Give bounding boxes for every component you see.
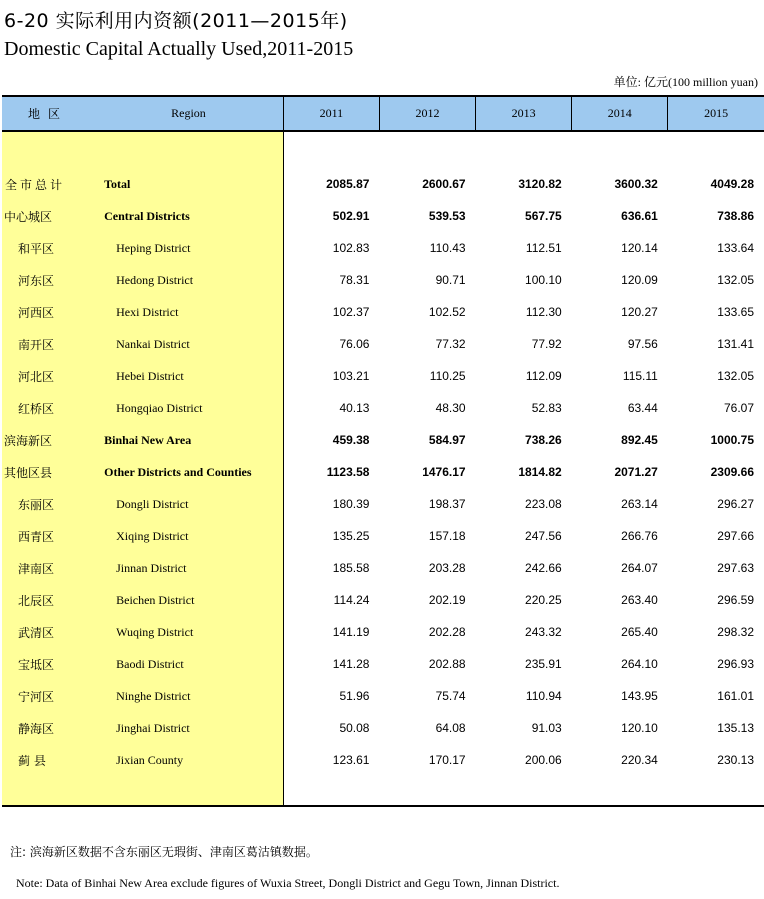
value-cell: 584.97 bbox=[428, 433, 466, 447]
region-name-en: Hexi District bbox=[94, 296, 283, 328]
spacer-cell bbox=[379, 776, 475, 806]
value-cell: 636.61 bbox=[621, 209, 658, 223]
region-name-cn: 中心城区 bbox=[2, 200, 94, 232]
value-cell: 459.38 bbox=[332, 433, 370, 447]
value-cell: 103.21 bbox=[332, 369, 370, 383]
value-cell: 112.09 bbox=[525, 369, 562, 383]
region-name-cn: 全市总计 bbox=[2, 168, 94, 200]
value-cell: 266.76 bbox=[621, 529, 658, 543]
value-cell: 264.07 bbox=[621, 561, 658, 575]
table-row bbox=[2, 648, 764, 680]
value-cell: 120.10 bbox=[621, 721, 658, 735]
value-cell: 157.18 bbox=[428, 529, 466, 543]
value-cell: 230.13 bbox=[717, 753, 754, 767]
value-cell: 75.74 bbox=[435, 689, 466, 703]
value-cell: 1000.75 bbox=[710, 433, 754, 447]
value-cell: 114.24 bbox=[333, 593, 370, 607]
value-cell: 132.05 bbox=[717, 369, 754, 383]
header-year: 2011 bbox=[283, 96, 379, 131]
value-cell: 143.95 bbox=[621, 689, 658, 703]
header-year: 2014 bbox=[572, 96, 668, 131]
value-cell: 296.93 bbox=[717, 657, 754, 671]
table-row bbox=[2, 392, 764, 424]
value-cell: 102.37 bbox=[332, 305, 370, 319]
value-cell: 141.19 bbox=[332, 625, 370, 639]
region-name-en: Hedong District bbox=[94, 264, 283, 296]
value-cell: 102.83 bbox=[332, 241, 370, 255]
region-name-en: Baodi District bbox=[94, 648, 283, 680]
table-row bbox=[2, 744, 764, 776]
value-cell: 263.14 bbox=[621, 497, 658, 511]
region-name-cn: 南开区 bbox=[2, 328, 94, 360]
value-cell: 4049.28 bbox=[710, 177, 754, 191]
table-row bbox=[2, 680, 764, 712]
table-body bbox=[2, 131, 764, 806]
value-cell: 2309.66 bbox=[710, 465, 754, 479]
table-title-en: Domestic Capital Actually Used,2011-2015 bbox=[4, 38, 354, 60]
spacer-cell bbox=[572, 131, 668, 168]
value-cell: 185.58 bbox=[332, 561, 370, 575]
value-cell: 63.44 bbox=[627, 401, 658, 415]
table-row bbox=[2, 168, 764, 200]
region-name-en: Ninghe District bbox=[94, 680, 283, 712]
value-cell: 76.07 bbox=[723, 401, 754, 415]
header-region-en: Region bbox=[94, 96, 283, 131]
value-cell: 50.08 bbox=[339, 721, 370, 735]
table-row bbox=[2, 456, 764, 488]
value-cell: 120.09 bbox=[621, 273, 658, 287]
table-row bbox=[2, 424, 764, 456]
region-name-en: Other Districts and Counties bbox=[94, 456, 283, 488]
value-cell: 78.31 bbox=[339, 273, 370, 287]
footnote-cn: 注: 滨海新区数据不含东丽区无瑕街、津南区葛沽镇数据。 bbox=[10, 845, 318, 859]
value-cell: 97.56 bbox=[627, 337, 658, 351]
value-cell: 235.91 bbox=[525, 657, 562, 671]
value-cell: 76.06 bbox=[339, 337, 370, 351]
region-name-en: Xiqing District bbox=[94, 520, 283, 552]
region-name-en: Dongli District bbox=[94, 488, 283, 520]
spacer-cell bbox=[283, 131, 379, 168]
region-name-cn: 河西区 bbox=[2, 296, 94, 328]
value-cell: 112.51 bbox=[525, 241, 562, 255]
value-cell: 135.13 bbox=[717, 721, 754, 735]
value-cell: 141.28 bbox=[332, 657, 370, 671]
value-cell: 115.11 bbox=[622, 369, 658, 383]
value-cell: 132.05 bbox=[717, 273, 754, 287]
value-cell: 51.96 bbox=[339, 689, 370, 703]
spacer-cell bbox=[94, 131, 283, 168]
region-name-cn: 宝坻区 bbox=[2, 648, 94, 680]
region-name-cn: 津南区 bbox=[2, 552, 94, 584]
region-name-cn: 东丽区 bbox=[2, 488, 94, 520]
spacer-row bbox=[2, 776, 764, 806]
value-cell: 502.91 bbox=[332, 209, 370, 223]
spacer-cell bbox=[476, 131, 572, 168]
region-name-cn: 北辰区 bbox=[2, 584, 94, 616]
table-row bbox=[2, 616, 764, 648]
data-table bbox=[2, 95, 764, 807]
value-cell: 200.06 bbox=[525, 753, 562, 767]
region-name-cn: 西青区 bbox=[2, 520, 94, 552]
value-cell: 296.27 bbox=[717, 497, 754, 511]
value-cell: 242.66 bbox=[525, 561, 562, 575]
value-cell: 110.25 bbox=[429, 369, 466, 383]
region-name-cn: 河北区 bbox=[2, 360, 94, 392]
region-name-en: Hebei District bbox=[94, 360, 283, 392]
value-cell: 738.26 bbox=[525, 433, 562, 447]
value-cell: 64.08 bbox=[435, 721, 466, 735]
value-cell: 539.53 bbox=[428, 209, 466, 223]
value-cell: 77.32 bbox=[435, 337, 466, 351]
value-cell: 77.92 bbox=[531, 337, 562, 351]
header-year: 2013 bbox=[476, 96, 572, 131]
value-cell: 102.52 bbox=[428, 305, 466, 319]
value-cell: 223.08 bbox=[525, 497, 562, 511]
region-name-cn: 武清区 bbox=[2, 616, 94, 648]
value-cell: 91.03 bbox=[531, 721, 562, 735]
region-name-en: Central Districts bbox=[94, 200, 283, 232]
spacer-cell bbox=[2, 131, 94, 168]
region-name-cn: 河东区 bbox=[2, 264, 94, 296]
value-cell: 2071.27 bbox=[614, 465, 658, 479]
value-cell: 247.56 bbox=[525, 529, 562, 543]
value-cell: 220.25 bbox=[525, 593, 562, 607]
spacer-cell bbox=[572, 776, 668, 806]
table-row bbox=[2, 584, 764, 616]
value-cell: 198.37 bbox=[428, 497, 466, 511]
table-row bbox=[2, 712, 764, 744]
value-cell: 202.88 bbox=[428, 657, 466, 671]
value-cell: 90.71 bbox=[435, 273, 466, 287]
region-name-cn: 宁河区 bbox=[2, 680, 94, 712]
value-cell: 1123.58 bbox=[326, 465, 370, 479]
table-title-cn: 6-20 实际利用内资额(2011—2015年) bbox=[4, 10, 348, 32]
value-cell: 2085.87 bbox=[326, 177, 370, 191]
value-cell: 180.39 bbox=[332, 497, 370, 511]
unit-label: 单位: 亿元(100 million yuan) bbox=[613, 75, 758, 89]
table-row bbox=[2, 296, 764, 328]
region-name-cn: 静海区 bbox=[2, 712, 94, 744]
spacer-cell bbox=[668, 131, 764, 168]
spacer-cell bbox=[94, 776, 283, 806]
value-cell: 110.43 bbox=[429, 241, 466, 255]
value-cell: 133.65 bbox=[717, 305, 754, 319]
value-cell: 110.94 bbox=[525, 689, 562, 703]
region-name-cn: 和平区 bbox=[2, 232, 94, 264]
table-row bbox=[2, 488, 764, 520]
value-cell: 1814.82 bbox=[518, 465, 562, 479]
value-cell: 100.10 bbox=[525, 273, 562, 287]
spacer-cell bbox=[2, 776, 94, 806]
value-cell: 297.66 bbox=[717, 529, 754, 543]
spacer-cell bbox=[283, 776, 379, 806]
value-cell: 123.61 bbox=[332, 753, 370, 767]
region-name-en: Nankai District bbox=[94, 328, 283, 360]
table-row bbox=[2, 200, 764, 232]
table-row bbox=[2, 552, 764, 584]
value-cell: 3600.32 bbox=[614, 177, 658, 191]
table-row bbox=[2, 520, 764, 552]
region-name-en: Heping District bbox=[94, 232, 283, 264]
value-cell: 297.63 bbox=[717, 561, 754, 575]
region-name-en: Hongqiao District bbox=[94, 392, 283, 424]
spacer-cell bbox=[379, 131, 475, 168]
footnote-en: Note: Data of Binhai New Area exclude figures of Wuxia Street, Dongli District and Gegu Town, Jinnan District. bbox=[16, 876, 560, 890]
value-cell: 264.10 bbox=[621, 657, 658, 671]
value-cell: 120.27 bbox=[621, 305, 658, 319]
value-cell: 202.19 bbox=[428, 593, 466, 607]
spacer-row bbox=[2, 131, 764, 168]
value-cell: 567.75 bbox=[525, 209, 562, 223]
value-cell: 52.83 bbox=[531, 401, 562, 415]
value-cell: 40.13 bbox=[339, 401, 370, 415]
value-cell: 135.25 bbox=[332, 529, 370, 543]
region-name-cn: 红桥区 bbox=[2, 392, 94, 424]
value-cell: 2600.67 bbox=[422, 177, 466, 191]
region-name-cn: 蓟 县 bbox=[2, 744, 94, 776]
header-year: 2012 bbox=[379, 96, 475, 131]
region-name-en: Total bbox=[94, 168, 283, 200]
header-row bbox=[2, 96, 764, 131]
value-cell: 120.14 bbox=[621, 241, 658, 255]
region-name-en: Binhai New Area bbox=[94, 424, 283, 456]
table-row bbox=[2, 328, 764, 360]
value-cell: 48.30 bbox=[435, 401, 466, 415]
spacer-cell bbox=[476, 776, 572, 806]
value-cell: 220.34 bbox=[621, 753, 658, 767]
value-cell: 243.32 bbox=[525, 625, 562, 639]
value-cell: 263.40 bbox=[621, 593, 658, 607]
value-cell: 203.28 bbox=[428, 561, 466, 575]
header-year: 2015 bbox=[668, 96, 764, 131]
table-row bbox=[2, 264, 764, 296]
value-cell: 3120.82 bbox=[518, 177, 562, 191]
value-cell: 892.45 bbox=[621, 433, 658, 447]
region-name-en: Wuqing District bbox=[94, 616, 283, 648]
value-cell: 738.86 bbox=[717, 209, 754, 223]
header-region-cn: 地区 bbox=[2, 96, 94, 131]
region-name-en: Jinnan District bbox=[94, 552, 283, 584]
value-cell: 265.40 bbox=[621, 625, 658, 639]
region-name-cn: 滨海新区 bbox=[2, 424, 94, 456]
value-cell: 112.30 bbox=[525, 305, 562, 319]
spacer-cell bbox=[668, 776, 764, 806]
region-name-en: Jixian County bbox=[94, 744, 283, 776]
region-name-en: Beichen District bbox=[94, 584, 283, 616]
value-cell: 170.17 bbox=[428, 753, 466, 767]
value-cell: 298.32 bbox=[717, 625, 754, 639]
value-cell: 1476.17 bbox=[422, 465, 466, 479]
value-cell: 161.01 bbox=[717, 689, 754, 703]
value-cell: 202.28 bbox=[428, 625, 466, 639]
value-cell: 133.64 bbox=[717, 241, 754, 255]
region-name-en: Jinghai District bbox=[94, 712, 283, 744]
value-cell: 296.59 bbox=[717, 593, 754, 607]
value-cell: 131.41 bbox=[717, 337, 754, 351]
table-row bbox=[2, 232, 764, 264]
region-name-cn: 其他区县 bbox=[2, 456, 94, 488]
table-row bbox=[2, 360, 764, 392]
